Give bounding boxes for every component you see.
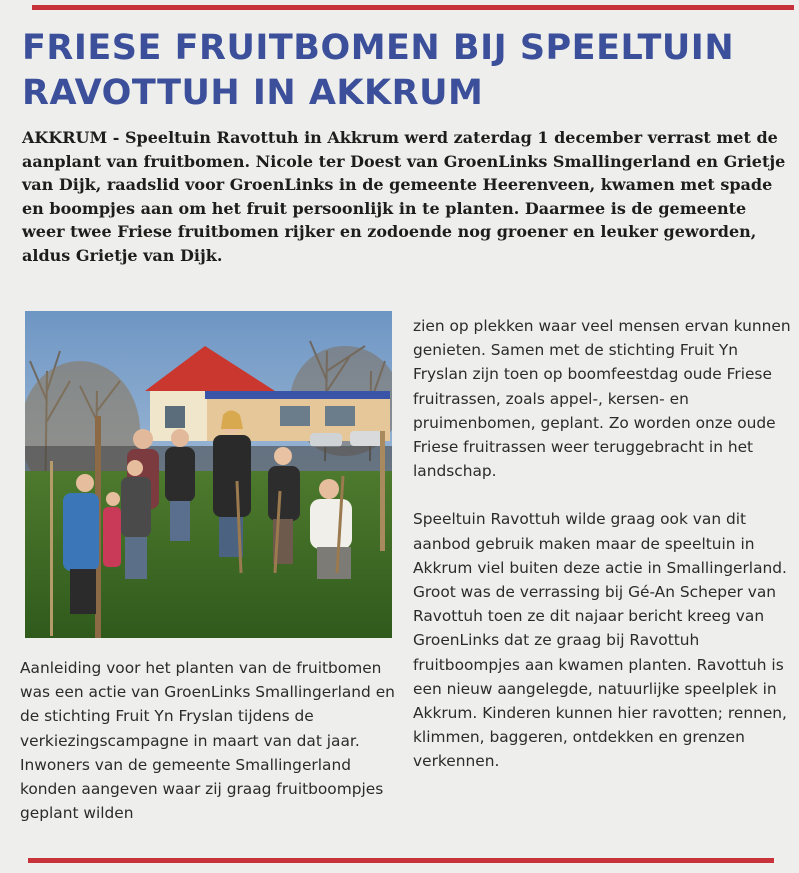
body-paragraph-right-2: Speeltuin Ravottuh wilde graag ook van dit aanbod gebruik maken maar de speeltuin in Akkrum viel buiten deze actie in Smallingerland. Groot was de verrassing bij Gé-An Scheper van Ravottuh toen ze dit najaar bericht kreeg van GroenLinks dat ze graag bij Ravottuh fruitboompjes aan kwamen planten. Ravottuh is een nieuw aangelegde, natuurlijke speelplek in Akkrum. Kinderen kunnen hier ravotten; rennen, klimmen, baggeren, ontdekken en grenzen verkennen. — [413, 510, 787, 771]
bottom-red-rule — [28, 858, 774, 863]
body-column-right — [413, 314, 793, 774]
top-red-rule — [32, 5, 794, 10]
article-photo — [25, 311, 392, 638]
body-paragraph-left: Aanleiding voor het planten van de fruitbomen was een actie van GroenLinks Smallingerland en de stichting Fruit Yn Fryslan tijdens de verkiezingscampagne in maart van dat jaar. Inwoners van de gemeente Smallingerland konden aangeven waar zij graag fruitboompjes geplant wilden — [20, 659, 395, 823]
article-headline: FRIESE FRUITBOMEN BIJ SPEELTUIN RAVOTTUH IN AKKRUM — [22, 28, 735, 113]
body-column-left — [20, 656, 398, 825]
body-paragraph-right-1: zien op plekken waar veel mensen ervan kunnen genieten. Samen met de stichting Fruit Yn Fryslan zijn toen op boomfeestdag oude Friese fruitrassen, zoals appel-, kersen- en pruimenbomen, geplant. Zo worden onze oude Friese fruitrassen weer teruggebracht in het landschap. — [413, 317, 791, 481]
article-lead: AKKRUM - Speeltuin Ravottuh in Akkrum werd zaterdag 1 december verrast met de aanplant van fruitbomen. Nicole ter Doest van GroenLinks Smallingerland en Grietje van Dijk, raadslid voor GroenLinks in de gemeente Heerenveen, kwamen met spade en boompjes aan om het fruit persoonlijk in te planten. Daarmee is de gemeente weer twee Friese fruitbomen rijker en zodoende nog groener en leuker geworden, aldus Grietje van Dijk. — [22, 128, 786, 265]
